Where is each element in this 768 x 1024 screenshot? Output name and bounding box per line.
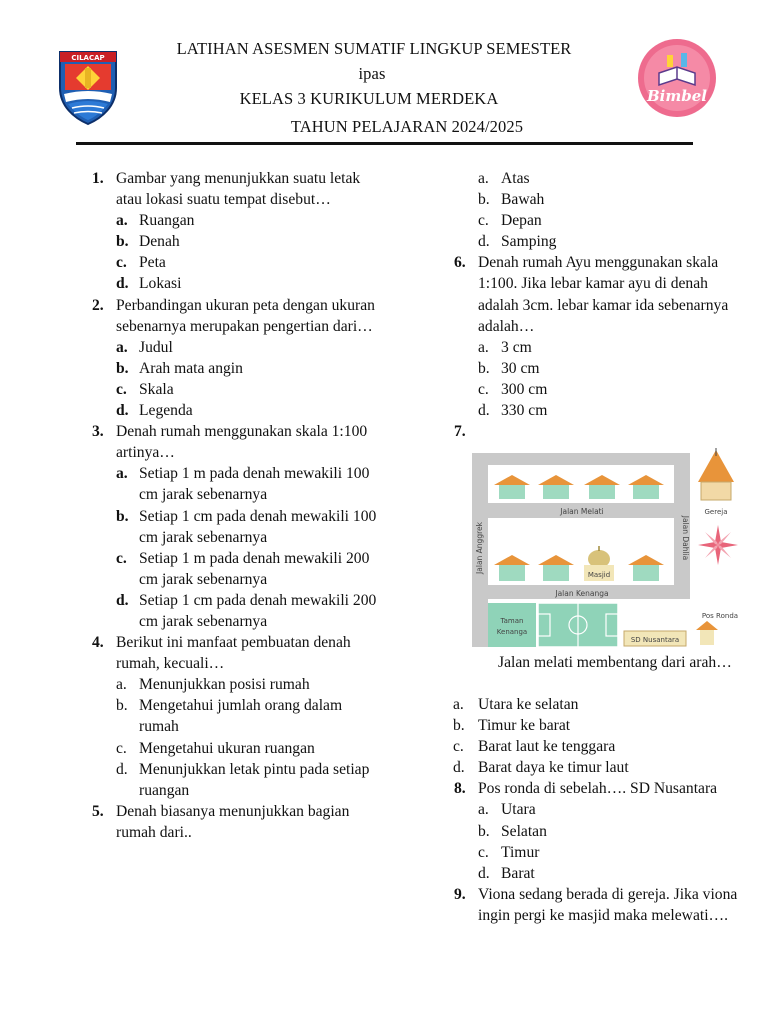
option-letter: c. [478,380,489,398]
question-1 [88,168,378,210]
answer-option [450,842,740,863]
answer-option [88,273,378,294]
option-letter: b. [116,233,129,251]
option-text: Setiap 1 cm pada denah mewakili 200 cm jarak sebenarnya [139,591,377,630]
svg-text:SD Nusantara: SD Nusantara [630,636,680,644]
answer-option [450,168,740,189]
answer-option [88,506,378,548]
answer-option [450,715,740,736]
answer-option [88,252,378,273]
option-letter: b. [116,359,129,377]
option-text: Bawah [501,191,545,209]
option-text: Utara [501,801,536,819]
answer-option [450,694,740,715]
option-text: Setiap 1 m pada denah mewakili 200 cm jarak sebenarnya [139,549,370,588]
option-text: Peta [139,254,166,272]
svg-text:Jalan Kenanga: Jalan Kenanga [555,589,609,598]
question-8 [450,778,740,799]
option-letter: d. [478,233,490,251]
question-9 [450,884,740,926]
answer-option [88,337,378,358]
question-text: Viona sedang berada di gereja. Jika viona ingin pergi ke masjid maka melewati…. [478,885,738,924]
right-column [450,168,740,442]
option-text: Barat daya ke timur laut [478,759,629,777]
question-number: 9. [454,885,466,903]
option-letter: c. [116,549,127,567]
question-number: 1. [92,170,104,187]
question-text: Gambar yang menunjukkan suatu letak atau lokasi suatu tempat disebut… [116,170,361,209]
answer-option [88,738,378,759]
svg-text:Gereja: Gereja [704,508,728,516]
option-letter: d. [116,591,129,609]
svg-text:Taman: Taman [500,617,524,625]
option-text: Samping [501,233,557,251]
option-letter: d. [116,275,129,293]
answer-option [88,231,378,252]
question-number: 3. [92,423,104,441]
answer-option [450,337,740,358]
option-text: Mengetahui ukuran ruangan [139,739,315,757]
question-number: 4. [92,634,104,652]
option-text: Setiap 1 m pada denah mewakili 100 cm jarak sebenarnya [139,465,370,504]
svg-text:Bimbel: Bimbel [647,87,707,105]
question-text: Denah rumah Ayu menggunakan skala 1:100. Jika lebar kamar ayu di denah adalah 3cm. lebar kamar ida sebenarnya adalah… [478,254,729,335]
left-column [88,168,378,843]
option-text: Legenda [139,402,193,420]
option-text: 30 cm [501,359,540,377]
question-text: Denah rumah menggunakan skala 1:100 artinya… [116,423,368,462]
question-text: Perbandingan ukuran peta dengan ukuran sebenarnya merupakan pengertian dari… [116,296,375,335]
option-letter: d. [453,759,465,777]
option-letter: b. [453,717,465,735]
option-letter: a. [478,338,489,356]
option-text: Menunjukkan posisi rumah [139,676,310,694]
answer-option [450,799,740,820]
option-letter: a. [116,676,127,694]
option-text: Timur [501,843,540,861]
svg-text:Jalan Anggrek: Jalan Anggrek [475,522,484,574]
question-7 [450,421,740,442]
question-text: Denah biasanya menunjukkan bagian rumah dari.. [116,802,350,841]
option-text: 330 cm [501,402,548,420]
header-divider [76,142,693,145]
question-number: 2. [92,296,104,314]
option-text: Ruangan [139,212,195,230]
answer-option [450,821,740,842]
option-letter: b. [116,697,128,715]
school-sd-nusantara [624,631,686,646]
option-text: 3 cm [501,338,532,356]
option-letter: b. [478,191,490,209]
option-letter: b. [116,507,129,525]
option-letter: c. [116,254,127,272]
svg-text:Jalan Melati: Jalan Melati [560,507,604,516]
answer-option [88,759,378,801]
answer-option [88,210,378,231]
bimbel-logo [637,37,717,119]
question-number: 8. [454,780,466,798]
answer-option [450,210,740,231]
question-3 [88,421,378,463]
option-letter: a. [116,465,128,483]
answer-option [88,674,378,695]
answer-option [88,358,378,379]
title-year: TAHUN PELAJARAN 2024/2025 [290,117,524,136]
option-letter: a. [478,801,489,819]
option-text: 300 cm [501,380,548,398]
answer-option [450,358,740,379]
question-text: Berikut ini manfaat pembuatan denah rumah, kecuali… [116,634,351,673]
right-column-lower [450,694,740,926]
answer-option [88,590,378,632]
option-letter: d. [116,402,129,420]
map-caption: Jalan melati membentang dari arah… [498,654,732,671]
option-letter: c. [453,738,464,756]
answer-option [88,548,378,590]
option-text: Arah mata angin [139,359,243,377]
answer-option [88,695,378,737]
option-letter: b. [478,359,490,377]
option-letter: c. [478,212,489,230]
question-text: Pos ronda di sebelah…. SD Nusantara [478,780,718,798]
title-assessment: LATIHAN ASESMEN SUMATIF LINGKUP SEMESTER [176,39,572,58]
question-2 [88,295,378,337]
neighborhood-map [470,448,750,650]
answer-option [88,463,378,505]
title-subject: ipas [358,64,386,83]
option-text: Judul [139,338,173,356]
answer-option [88,400,378,421]
answer-option [450,757,740,778]
question-number: 7. [454,423,466,441]
option-letter: c. [116,739,127,757]
answer-option [450,231,740,252]
option-text: Mengetahui jumlah orang dalam rumah [139,697,343,736]
answer-option [450,736,740,757]
svg-text:Masjid: Masjid [587,571,611,579]
svg-text:Jalan Dahlia: Jalan Dahlia [681,515,690,561]
answer-option [88,379,378,400]
svg-text:CILACAP: CILACAP [71,54,105,62]
football-field [538,603,618,647]
option-letter: a. [453,696,464,713]
option-text: Lokasi [139,275,182,293]
option-text: Utara ke selatan [478,696,579,713]
option-text: Menunjukkan letak pintu pada setiap ruangan [139,760,370,799]
question-4 [88,632,378,674]
answer-option [450,189,740,210]
svg-text:Pos Ronda: Pos Ronda [701,612,739,620]
option-text: Timur ke barat [478,717,571,735]
question-6 [450,252,740,336]
document-header [0,0,768,150]
option-letter: a. [116,338,128,356]
question-number: 6. [454,254,466,272]
option-letter: a. [116,212,128,230]
option-letter: b. [478,822,490,840]
option-text: Setiap 1 cm pada denah mewakili 100 cm jarak sebenarnya [139,507,377,546]
option-text: Skala [139,380,174,398]
option-letter: c. [116,380,127,398]
answer-option [450,863,740,884]
option-letter: d. [478,402,490,420]
option-letter: d. [478,864,490,882]
answer-option [450,400,740,421]
option-text: Depan [501,212,542,230]
answer-option [450,379,740,400]
option-letter: a. [478,170,489,187]
question-number: 5. [92,802,104,820]
option-text: Denah [139,233,180,251]
option-text: Atas [501,170,530,187]
park-taman-kenanga [488,603,536,647]
option-letter: d. [116,760,128,778]
option-text: Barat laut ke tenggara [478,738,616,756]
option-letter: c. [478,843,489,861]
option-text: Barat [501,864,535,882]
option-text: Selatan [501,822,547,840]
question-5 [88,801,378,843]
title-class: KELAS 3 KURIKULUM MERDEKA [239,89,499,108]
svg-text:Kenanga: Kenanga [496,628,528,636]
